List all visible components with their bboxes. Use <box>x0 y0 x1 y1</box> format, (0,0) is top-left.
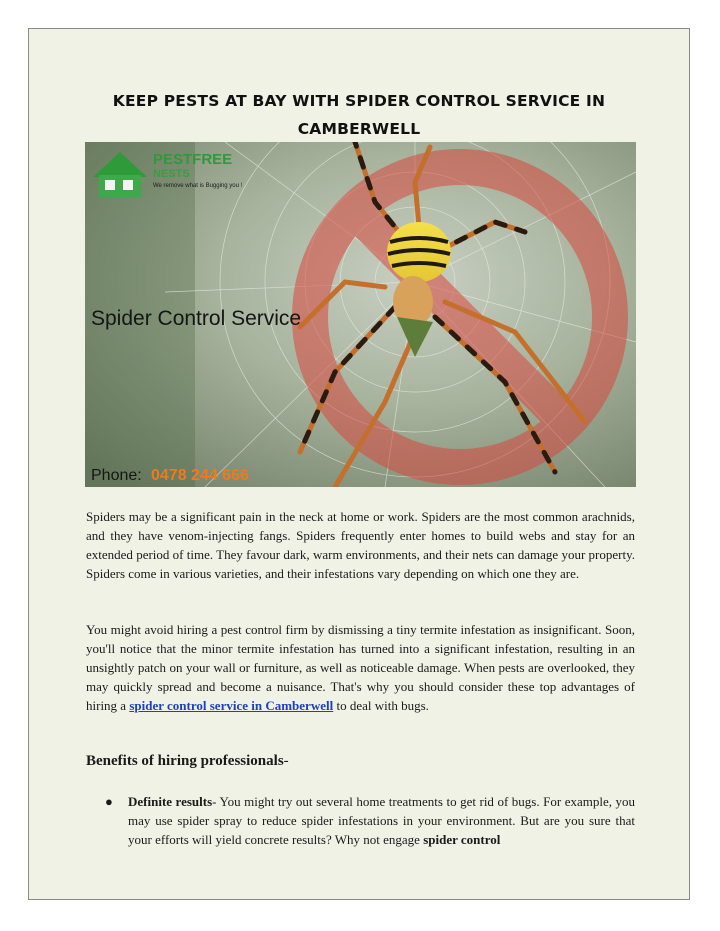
benefits-list <box>86 792 635 849</box>
paragraph-1: Spiders may be a significant pain in the neck at home or work. Spiders are the most common arachnids, and they have venom-injecting fangs. Spiders frequently enter homes to build webs and stay for an extended period of time. They favour dark, warm environments, and their nets can damage your property. Spiders come in various varieties, and their infestations vary depending on which one they are. <box>86 509 635 581</box>
logo-tagline: We remove what is Bugging you ! <box>153 183 243 189</box>
bullet-bold: Definite results <box>128 794 213 809</box>
hero-caption: Spider Control Service <box>91 307 302 330</box>
page-title <box>29 87 689 143</box>
phone-number: 0478 244 666 <box>151 467 249 484</box>
document-page <box>28 28 690 900</box>
paragraph-2-tail: to deal with bugs. <box>333 698 429 713</box>
paragraph-2 <box>86 620 635 715</box>
benefits-heading-text: Benefits of hiring professionals <box>86 753 284 769</box>
title-line-2: CAMBERWELL <box>297 120 421 138</box>
paragraph-2-text: You might avoid hiring a pest control firm by dismissing a tiny termite infestation as insignificant. Soon, you'll notice that the minor termite infestation has turned into a significant infestation, resulting in an unsightly patch on your wall or furniture, as well as noticeable damage. When pests are overlooked, they may quickly spread and become a nuisance. That's why you should consider these top advantages of hiring a <box>86 622 635 713</box>
logo-name-1: PESTFREE <box>153 151 233 168</box>
phone-label: Phone: <box>91 467 142 484</box>
logo-name-2: NESTS <box>153 168 190 180</box>
benefits-heading <box>86 753 289 770</box>
bullet-icon: ● <box>105 794 113 809</box>
benefits-heading-suffix: - <box>283 753 289 769</box>
list-item <box>128 792 635 849</box>
hero-image <box>85 142 636 487</box>
title-line-1: KEEP PESTS AT BAY WITH SPIDER CONTROL SERVICE IN <box>112 92 606 110</box>
bullet-text: - You might try out several home treatments to get rid of bugs. For example, you may use spider spray to reduce spider infestations in your environment. But are you sure that your efforts will yield concrete results? Why not engage <box>128 794 635 847</box>
spider-control-link[interactable]: spider control service in Camberwell <box>129 698 334 713</box>
bullet-bold-tail: spider control <box>423 832 501 847</box>
